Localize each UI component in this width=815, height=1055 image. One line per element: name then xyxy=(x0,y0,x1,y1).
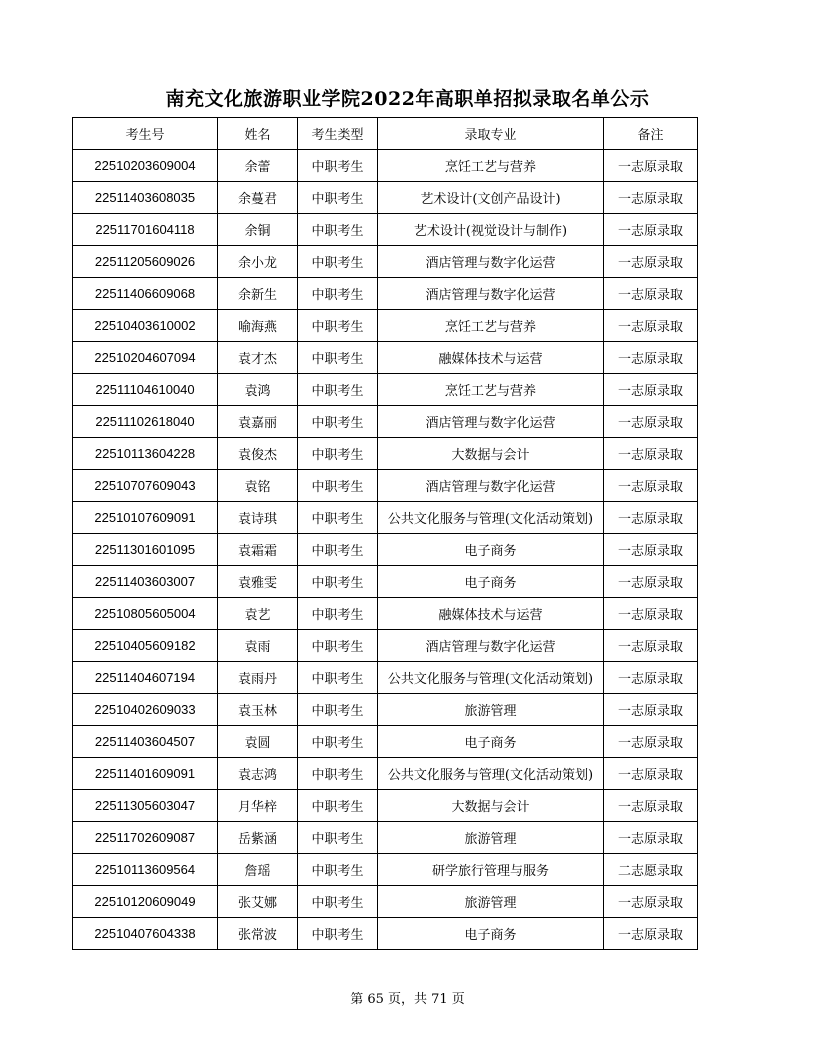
student-type-cell: 中职考生 xyxy=(298,598,378,630)
student-type-cell: 中职考生 xyxy=(298,406,378,438)
table-row xyxy=(73,566,698,598)
remark-cell: 一志原录取 xyxy=(604,790,698,822)
table-row xyxy=(73,182,698,214)
remark-cell: 一志原录取 xyxy=(604,598,698,630)
exam-id-cell: 22511205609026 xyxy=(73,246,218,278)
major-cell: 旅游管理 xyxy=(378,694,604,726)
exam-id-cell: 22511403603007 xyxy=(73,566,218,598)
remark-cell: 一志原录取 xyxy=(604,694,698,726)
name-cell: 袁志鸿 xyxy=(218,758,298,790)
exam-id-cell: 22510405609182 xyxy=(73,630,218,662)
major-cell: 公共文化服务与管理(文化活动策划) xyxy=(378,662,604,694)
name-cell: 袁诗琪 xyxy=(218,502,298,534)
major-cell: 电子商务 xyxy=(378,534,604,566)
remark-cell: 一志原录取 xyxy=(604,342,698,374)
header-remark: 备注 xyxy=(604,118,698,150)
name-cell: 袁才杰 xyxy=(218,342,298,374)
exam-id-cell: 22510204607094 xyxy=(73,342,218,374)
student-type-cell: 中职考生 xyxy=(298,374,378,406)
table-row xyxy=(73,438,698,470)
remark-cell: 一志原录取 xyxy=(604,566,698,598)
exam-id-cell: 22511701604118 xyxy=(73,214,218,246)
name-cell: 月华梓 xyxy=(218,790,298,822)
major-cell: 艺术设计(文创产品设计) xyxy=(378,182,604,214)
table-row xyxy=(73,918,698,950)
table-row xyxy=(73,694,698,726)
table-row xyxy=(73,822,698,854)
exam-id-cell: 22510407604338 xyxy=(73,918,218,950)
remark-cell: 一志原录取 xyxy=(604,502,698,534)
remark-cell: 一志原录取 xyxy=(604,918,698,950)
table-row xyxy=(73,726,698,758)
remark-cell: 一志原录取 xyxy=(604,278,698,310)
exam-id-cell: 22510113609564 xyxy=(73,854,218,886)
exam-id-cell: 22510107609091 xyxy=(73,502,218,534)
major-cell: 烹饪工艺与营养 xyxy=(378,374,604,406)
major-cell: 酒店管理与数字化运营 xyxy=(378,246,604,278)
exam-id-cell: 22511102618040 xyxy=(73,406,218,438)
page-footer: 第 65 页，共 71 页 xyxy=(350,992,465,1007)
student-type-cell: 中职考生 xyxy=(298,214,378,246)
table-row xyxy=(73,534,698,566)
remark-cell: 一志原录取 xyxy=(604,406,698,438)
major-cell: 融媒体技术与运营 xyxy=(378,342,604,374)
table-row xyxy=(73,150,698,182)
exam-id-cell: 22510113604228 xyxy=(73,438,218,470)
student-type-cell: 中职考生 xyxy=(298,342,378,374)
major-cell: 酒店管理与数字化运营 xyxy=(378,630,604,662)
major-cell: 公共文化服务与管理(文化活动策划) xyxy=(378,502,604,534)
name-cell: 袁俊杰 xyxy=(218,438,298,470)
table-row xyxy=(73,662,698,694)
remark-cell: 一志原录取 xyxy=(604,534,698,566)
major-cell: 大数据与会计 xyxy=(378,438,604,470)
major-cell: 艺术设计(视觉设计与制作) xyxy=(378,214,604,246)
remark-cell: 一志原录取 xyxy=(604,662,698,694)
student-type-cell: 中职考生 xyxy=(298,310,378,342)
name-cell: 余蔓君 xyxy=(218,182,298,214)
major-cell: 公共文化服务与管理(文化活动策划) xyxy=(378,758,604,790)
name-cell: 袁艺 xyxy=(218,598,298,630)
header-name: 姓名 xyxy=(218,118,298,150)
major-cell: 电子商务 xyxy=(378,918,604,950)
major-cell: 电子商务 xyxy=(378,726,604,758)
exam-id-cell: 22510403610002 xyxy=(73,310,218,342)
table-row xyxy=(73,406,698,438)
remark-cell: 一志原录取 xyxy=(604,726,698,758)
table-row xyxy=(73,374,698,406)
table-row xyxy=(73,854,698,886)
table-row xyxy=(73,214,698,246)
exam-id-cell: 22510203609004 xyxy=(73,150,218,182)
student-type-cell: 中职考生 xyxy=(298,438,378,470)
student-type-cell: 中职考生 xyxy=(298,694,378,726)
exam-id-cell: 22511401609091 xyxy=(73,758,218,790)
name-cell: 袁雨 xyxy=(218,630,298,662)
major-cell: 电子商务 xyxy=(378,566,604,598)
name-cell: 余蕾 xyxy=(218,150,298,182)
remark-cell: 一志原录取 xyxy=(604,214,698,246)
major-cell: 酒店管理与数字化运营 xyxy=(378,278,604,310)
name-cell: 袁雅雯 xyxy=(218,566,298,598)
remark-cell: 一志原录取 xyxy=(604,182,698,214)
exam-id-cell: 22511404607194 xyxy=(73,662,218,694)
remark-cell: 一志原录取 xyxy=(604,886,698,918)
name-cell: 袁铭 xyxy=(218,470,298,502)
name-cell: 袁鸿 xyxy=(218,374,298,406)
student-type-cell: 中职考生 xyxy=(298,246,378,278)
remark-cell: 一志原录取 xyxy=(604,246,698,278)
name-cell: 袁圆 xyxy=(218,726,298,758)
remark-cell: 一志原录取 xyxy=(604,310,698,342)
student-type-cell: 中职考生 xyxy=(298,502,378,534)
student-type-cell: 中职考生 xyxy=(298,182,378,214)
major-cell: 研学旅行管理与服务 xyxy=(378,854,604,886)
student-type-cell: 中职考生 xyxy=(298,790,378,822)
major-cell: 融媒体技术与运营 xyxy=(378,598,604,630)
remark-cell: 一志原录取 xyxy=(604,758,698,790)
name-cell: 余新生 xyxy=(218,278,298,310)
table-row xyxy=(73,886,698,918)
remark-cell: 一志原录取 xyxy=(604,150,698,182)
student-type-cell: 中职考生 xyxy=(298,150,378,182)
student-type-cell: 中职考生 xyxy=(298,886,378,918)
student-type-cell: 中职考生 xyxy=(298,534,378,566)
exam-id-cell: 22510707609043 xyxy=(73,470,218,502)
major-cell: 大数据与会计 xyxy=(378,790,604,822)
name-cell: 张艾娜 xyxy=(218,886,298,918)
name-cell: 张常波 xyxy=(218,918,298,950)
exam-id-cell: 22511104610040 xyxy=(73,374,218,406)
name-cell: 詹瑶 xyxy=(218,854,298,886)
student-type-cell: 中职考生 xyxy=(298,630,378,662)
exam-id-cell: 22511305603047 xyxy=(73,790,218,822)
student-type-cell: 中职考生 xyxy=(298,726,378,758)
header-exam-id: 考生号 xyxy=(73,118,218,150)
student-type-cell: 中职考生 xyxy=(298,918,378,950)
exam-id-cell: 22511702609087 xyxy=(73,822,218,854)
student-type-cell: 中职考生 xyxy=(298,758,378,790)
header-major: 录取专业 xyxy=(378,118,604,150)
name-cell: 袁雨丹 xyxy=(218,662,298,694)
remark-cell: 一志原录取 xyxy=(604,374,698,406)
exam-id-cell: 22511403604507 xyxy=(73,726,218,758)
major-cell: 烹饪工艺与营养 xyxy=(378,310,604,342)
student-type-cell: 中职考生 xyxy=(298,662,378,694)
exam-id-cell: 22511403608035 xyxy=(73,182,218,214)
table-row xyxy=(73,246,698,278)
exam-id-cell: 22510805605004 xyxy=(73,598,218,630)
name-cell: 袁霜霜 xyxy=(218,534,298,566)
exam-id-cell: 22511301601095 xyxy=(73,534,218,566)
name-cell: 袁嘉丽 xyxy=(218,406,298,438)
major-cell: 旅游管理 xyxy=(378,886,604,918)
major-cell: 酒店管理与数字化运营 xyxy=(378,470,604,502)
remark-cell: 一志原录取 xyxy=(604,470,698,502)
major-cell: 烹饪工艺与营养 xyxy=(378,150,604,182)
table-row xyxy=(73,598,698,630)
name-cell: 余铜 xyxy=(218,214,298,246)
name-cell: 余小龙 xyxy=(218,246,298,278)
remark-cell: 二志愿录取 xyxy=(604,854,698,886)
exam-id-cell: 22510402609033 xyxy=(73,694,218,726)
table-row xyxy=(73,502,698,534)
table-row xyxy=(73,630,698,662)
table-row xyxy=(73,278,698,310)
major-cell: 旅游管理 xyxy=(378,822,604,854)
table-row xyxy=(73,758,698,790)
header-student-type: 考生类型 xyxy=(298,118,378,150)
remark-cell: 一志原录取 xyxy=(604,630,698,662)
student-type-cell: 中职考生 xyxy=(298,566,378,598)
student-type-cell: 中职考生 xyxy=(298,470,378,502)
remark-cell: 一志原录取 xyxy=(604,438,698,470)
table-row xyxy=(73,310,698,342)
name-cell: 岳紫涵 xyxy=(218,822,298,854)
table-row xyxy=(73,790,698,822)
exam-id-cell: 22511406609068 xyxy=(73,278,218,310)
page-title: 南充文化旅游职业学院2022年高职单招拟录取名单公示 xyxy=(165,88,650,110)
exam-id-cell: 22510120609049 xyxy=(73,886,218,918)
name-cell: 袁玉林 xyxy=(218,694,298,726)
student-type-cell: 中职考生 xyxy=(298,854,378,886)
name-cell: 喻海燕 xyxy=(218,310,298,342)
table-row xyxy=(73,342,698,374)
remark-cell: 一志原录取 xyxy=(604,822,698,854)
table-header-row xyxy=(73,118,698,150)
student-type-cell: 中职考生 xyxy=(298,278,378,310)
major-cell: 酒店管理与数字化运营 xyxy=(378,406,604,438)
table-row xyxy=(73,470,698,502)
student-type-cell: 中职考生 xyxy=(298,822,378,854)
admission-table xyxy=(72,117,698,950)
